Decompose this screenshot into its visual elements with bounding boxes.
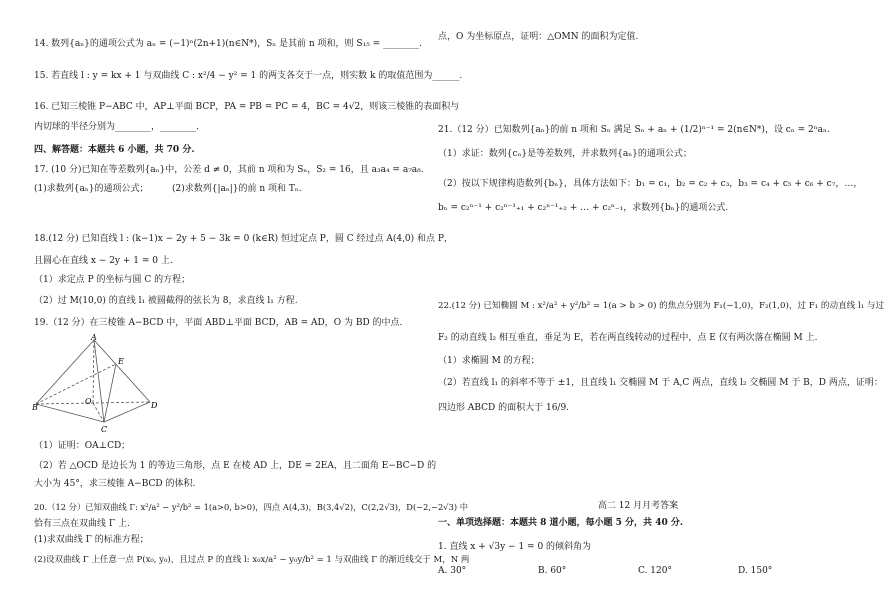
label-c: C bbox=[101, 425, 108, 434]
question-22-cont: F₂ 的动直线 l₂ 相互垂直，垂足为 E，若在两直线转动的过程中，点 E 仅有两次落在椭圆 M 上. bbox=[438, 333, 818, 343]
question-20: 20.（12 分）已知双曲线 Γ: x²/a² − y²/b² = 1(a>0, b>0)，四点 A(4,3)，B(3,4√2)，C(2,2√3)，D(−2,−2√3) 中 bbox=[34, 502, 469, 512]
question-22-part2: （2）若直线 l₁ 的斜率不等于 ±1，且直线 l₁ 交椭圆 M 于 A,C 两点，直线 l₂ 交椭圆 M 于 B，D 两点，证明： bbox=[438, 378, 883, 388]
segment-be bbox=[36, 364, 116, 404]
answer-question-1: 1. 直线 x + √3y − 1 = 0 的倾斜角为 bbox=[438, 542, 592, 552]
segment-ec bbox=[104, 364, 116, 422]
question-21-part2-cont: bₙ = c₂ⁿ⁻¹ + c₂ⁿ⁻¹₊₁ + c₂ⁿ⁻¹₊₂ + … + c₂ⁿ₋₁，求数列{bₙ}的通项公式. bbox=[438, 203, 729, 213]
question-22-part1: （1）求椭圆 M 的方程； bbox=[438, 356, 540, 366]
question-18-cont: 且圆心在直线 x − 2y + 1 = 0 上. bbox=[34, 256, 173, 266]
question-19-part2-cont: 大小为 45°，求三棱锥 A−BCD 的体积. bbox=[34, 479, 196, 489]
label-b: B bbox=[32, 403, 38, 412]
question-19-part1: （1）证明：OA⊥CD； bbox=[34, 441, 131, 451]
section-heading-4: 四、解答题：本题共 6 小题，共 70 分. bbox=[34, 145, 195, 155]
label-e: E bbox=[118, 357, 124, 366]
option-b: B. 60° bbox=[538, 566, 567, 576]
edge-bc bbox=[36, 404, 104, 422]
question-18-part2: （2）过 M(10,0) 的直线 l₁ 被圆截得的弦长为 8，求直线 l₁ 方程. bbox=[34, 296, 298, 306]
label-a: A bbox=[91, 333, 97, 342]
question-16: 16. 已知三棱锥 P−ABC 中，AP⊥平面 BCP，PA = PB = PC = 4，BC = 4√2，则该三棱锥的表面积与 bbox=[34, 102, 460, 112]
edge-ad bbox=[94, 340, 150, 402]
question-20-cont: 恰有三点在双曲线 Γ 上. bbox=[34, 519, 130, 529]
question-17: 17. (10 分)已知在等差数列{aₙ}中，公差 d ≠ 0，其前 n 项和为 Sₙ，S₂ = 16，且 a₃a₄ = a₇a₈. bbox=[34, 165, 424, 175]
question-17-part2: (2)求数列{|aₙ|}的前 n 项和 Tₙ. bbox=[172, 184, 302, 194]
pyramid-figure bbox=[34, 334, 174, 434]
question-19: 19.（12 分）在三棱锥 A−BCD 中，平面 ABD⊥平面 BCD，AB = AD，O 为 BD 的中点. bbox=[34, 318, 403, 328]
option-a: A. 30° bbox=[438, 566, 467, 576]
question-18: 18.(12 分) 已知直线 l : (k−1)x − 2y + 5 − 3k = 0 (k∈R) 恒过定点 P，圆 C 经过点 A(4,0) 和点 P， bbox=[34, 234, 453, 244]
question-20-part2: (2)设双曲线 Γ 上任意一点 P(x₀, y₀)，且过点 P 的直线 l: x₀x/a² − y₀y/b² = 1 与双曲线 Γ 的渐近线交于 M，N 两 bbox=[34, 555, 470, 565]
question-22: 22.(12 分) 已知椭圆 M : x²/a² + y²/b² = 1(a > b > 0) 的焦点分别为 F₁(−1,0)，F₂(1,0)，过 F₁ 的动直线 l₁ 与过 bbox=[438, 301, 884, 311]
label-o: O bbox=[85, 397, 92, 406]
segment-ao bbox=[93, 340, 94, 403]
question-14: 14. 数列{aₙ}的通项公式为 aₙ = (−1)ⁿ(2n+1)(n∈N*)，Sₙ 是其前 n 项和，则 S₁₅ = ________. bbox=[34, 39, 422, 49]
option-c: C. 120° bbox=[638, 566, 672, 576]
label-d: D bbox=[151, 401, 158, 410]
edge-cd bbox=[104, 402, 150, 422]
edge-ac bbox=[94, 340, 104, 422]
question-21: 21.（12 分）已知数列{aₙ}的前 n 项和 Sₙ 满足 Sₙ + aₙ + (1/2)ⁿ⁻¹ = 2(n∈N*)，设 cₙ = 2ⁿaₙ. bbox=[438, 125, 830, 135]
question-15: 15. 若直线 l : y = kx + 1 与双曲线 C : x²/4 − y² = 1 的两支各交于一点，则实数 k 的取值范围为______. bbox=[34, 71, 463, 81]
question-19-part2: （2）若 △OCD 是边长为 1 的等边三角形，点 E 在棱 AD 上，DE = 2EA，且二面角 E−BC−D 的 bbox=[34, 461, 437, 471]
edge-ab bbox=[36, 340, 94, 404]
option-d: D. 150° bbox=[738, 566, 773, 576]
question-20-tail: 点，O 为坐标原点，证明：△OMN 的面积为定值. bbox=[438, 32, 639, 42]
question-17-part1: (1)求数列{aₙ}的通项公式； bbox=[34, 184, 149, 194]
answer-title: 高二 12 月月考答案 bbox=[597, 501, 679, 511]
question-20-part1: (1)求双曲线 Γ 的标准方程； bbox=[34, 535, 149, 545]
question-22-part2-cont: 四边形 ABCD 的面积大于 16/9. bbox=[438, 403, 570, 413]
question-21-part1: （1）求证：数列{cₙ}是等差数列，并求数列{aₙ}的通项公式； bbox=[438, 149, 692, 159]
question-21-part2: （2）按以下规律构造数列{bₙ}，具体方法如下：b₁ = c₁，b₂ = c₂ + c₃，b₃ = c₄ + c₅ + c₆ + c₇，…， bbox=[438, 179, 863, 189]
question-16-cont: 内切球的半径分别为________，________. bbox=[34, 122, 199, 132]
question-18-part1: （1）求定点 P 的坐标与圆 C 的方程； bbox=[34, 275, 191, 285]
section-heading-1: 一、单项选择题：本题共 8 道小题，每小题 5 分，共 40 分. bbox=[438, 518, 683, 528]
